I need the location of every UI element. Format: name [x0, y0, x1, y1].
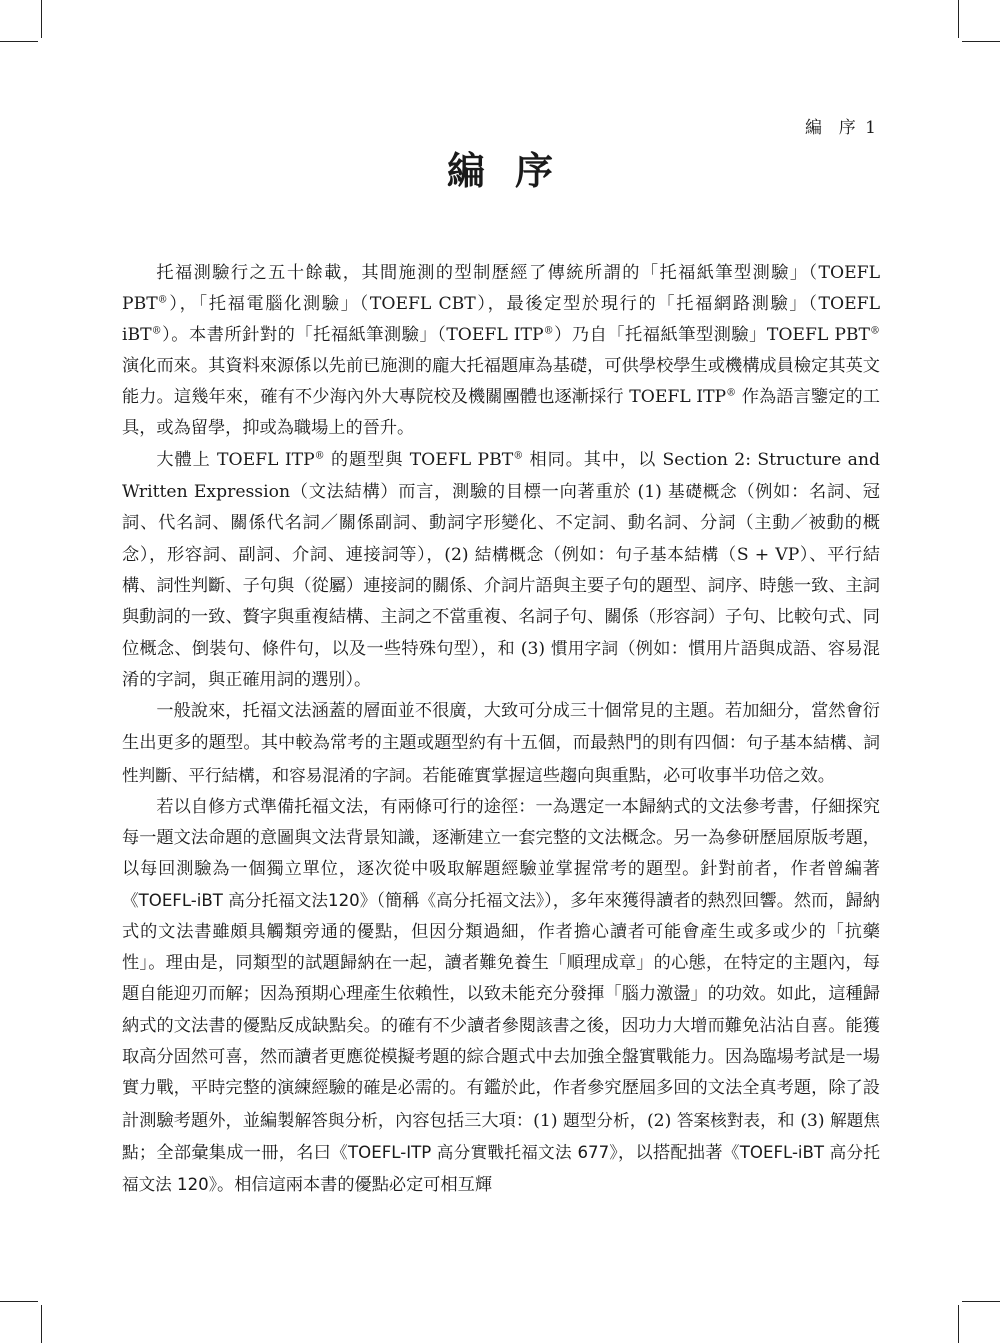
emphasis: 基礎概念: [668, 481, 738, 501]
book-title: 《高分托福文法》: [419, 890, 545, 910]
registered-mark: ®: [157, 294, 168, 306]
emphasis: 句子基本結構、詞性判斷、平行結構: [122, 733, 880, 785]
emphasis: 解題焦點: [122, 1110, 881, 1162]
emphasis: 句子基本結構: [615, 544, 719, 564]
registered-mark: ®: [314, 449, 325, 461]
crop-mark: [41, 1305, 42, 1343]
emphasis: 答案核對表: [676, 1110, 761, 1130]
crop-mark: [0, 41, 38, 42]
emphasis: 題型分析: [563, 1110, 630, 1130]
paragraph-4: 若以自修方式準備托福文法，有兩條可行的途徑：一為選定一本歸納式的文法參考書，仔細探究每一題文法命題的意圖與文法背景知識，逐漸建立一套完整的文法概念。另一為參研歷屆原版考題，以每回測驗為一個獨立單位，逐次從中吸取解題經驗並掌握常考的題型。針對前者，作者曾編著《TOEFL-iBT 高分托福文法120》（簡稱《高分托福文法》），多年來獲得讀者的熱烈回響。然而，歸納式的文法書雖頗具觸類旁通的優點，但因分類過細，作者擔心讀者可能會產生或多或少的「抗藥性」。理由是，同類型的試題歸納在一起，讀者難免養生「順理成章」的心態，在特定的主題內，每題自能迎刃而解；因為預期心理產生依賴性，以致未能充分發揮「腦力激盪」的功效。如此，這種歸納式的文法書的優點反成缺點矣。的確有不少讀者參閱該書之後，因功力大增而難免沾沾自喜。能獲取高分固然可喜，然而讀者更應從模擬考題的綜合題式中去加強全盤實戰能力。因為臨場考試是一場實力戰，平時完整的演練經驗的確是必需的。有鑑於此，作者參究歷屆多回的文法全真考題，除了設計測驗考題外，並編製解答與分析，內容包括三大項：(1) 題型分析，(2) 答案核對表，和 (3) 解題焦點；全部彙集成一冊，名曰《TOEFL-ITP 高分實戰托福文法 677》，以搭配拙著《TOEFL-iBT 高分托福文法 120》。相信這兩本書的優點必定可相互輝: [122, 796, 881, 1195]
registered-mark: ®: [543, 325, 554, 337]
paragraph-2: 大體上 TOEFL ITP® 的題型與 TOEFL PBT® 相同。其中，以 Section 2: Structure and Written Expression（文法結構）而言，測驗的目標一向著重於 (1) 基礎概念（例如：名詞、冠詞、代名詞、關係代名詞／關係副詞、動詞字形變化、不定詞、動名詞、分詞（主動／被動的概念），形容詞、副詞、介詞、連接詞等），(2) 結構概念（例如：句子基本結構（S + VP）、平行結構、詞性判斷、子句與（從屬）連接詞的關係、介詞片語與主要子句的題型、詞序、時態一致、主詞與動詞的一致、贅字與重複結構、主詞之不當重複、名詞子句、關係（形容詞）子句、比較句式、同位概念、倒裝句、條件句，以及一些特殊句型），和 (3) 慣用字詞（例如：慣用片語與成語、容易混淆的字詞，與正確用詞的選別）。: [122, 449, 881, 691]
body-text: [122, 258, 880, 1201]
paragraph-3: 一般說來，托福文法涵蓋的層面並不很廣，大致可分成三十個常見的主題。若加細分，當然會衍生出更多的題型。其中較為常考的主題或題型約有十五個，而最熱門的則有四個：句子基本結構、詞性判斷、平行結構，和容易混淆的字詞。若能確實掌握這些趨向與重點，必可收事半功倍之效。: [122, 701, 880, 786]
crop-mark: [958, 0, 959, 38]
book-title: 《TOEFL-ITP 高分實戰托福文法 677》: [331, 1142, 618, 1162]
crop-mark: [962, 41, 1000, 42]
crop-mark: [962, 1301, 1000, 1302]
crop-mark: [41, 0, 42, 38]
registered-mark: ®: [870, 325, 880, 337]
emphasis: 容易混淆的字詞: [289, 765, 406, 785]
registered-mark: ®: [513, 449, 524, 461]
crop-mark: [958, 1305, 959, 1343]
book-title: 《TOEFL-iBT 高分托福文法120》: [122, 890, 377, 910]
emphasis: 該書: [536, 1016, 570, 1036]
crop-mark: [0, 1301, 38, 1302]
registered-mark: ®: [151, 325, 162, 337]
emphasis: 慣用字詞: [550, 639, 619, 659]
registered-mark: ®: [726, 387, 737, 399]
page-title: 編序: [446, 148, 583, 193]
book-title: 《TOEFL-iBT 高分托福文法 120》: [122, 1142, 880, 1194]
emphasis: 解答與分析: [294, 1110, 378, 1130]
paragraph-1: 托福測驗行之五十餘載，其間施測的型制歷經了傳統所謂的「托福紙筆型測驗」（TOEFL PBT®），「托福電腦化測驗」（TOEFL CBT），最後定型於現行的「托福網路測驗」（TOEFL iBT®）。本書所針對的「托福紙筆測驗」（TOEFL ITP®）乃自「托福紙筆型測驗」TOEFL PBT® 演化而來。其資料來源係以先前已施測的龐大托福題庫為基礎，可供學校學生或機構成員檢定其英文能力。這幾年來，確有不少海內外大專院校及機關團體也逐漸採行 TOEFL ITP® 作為語言鑒定的工具，或為留學，抑或為職場上的晉升。: [122, 263, 880, 439]
emphasis: 結構概念: [474, 544, 544, 564]
running-head: 編 序 1: [804, 118, 878, 138]
